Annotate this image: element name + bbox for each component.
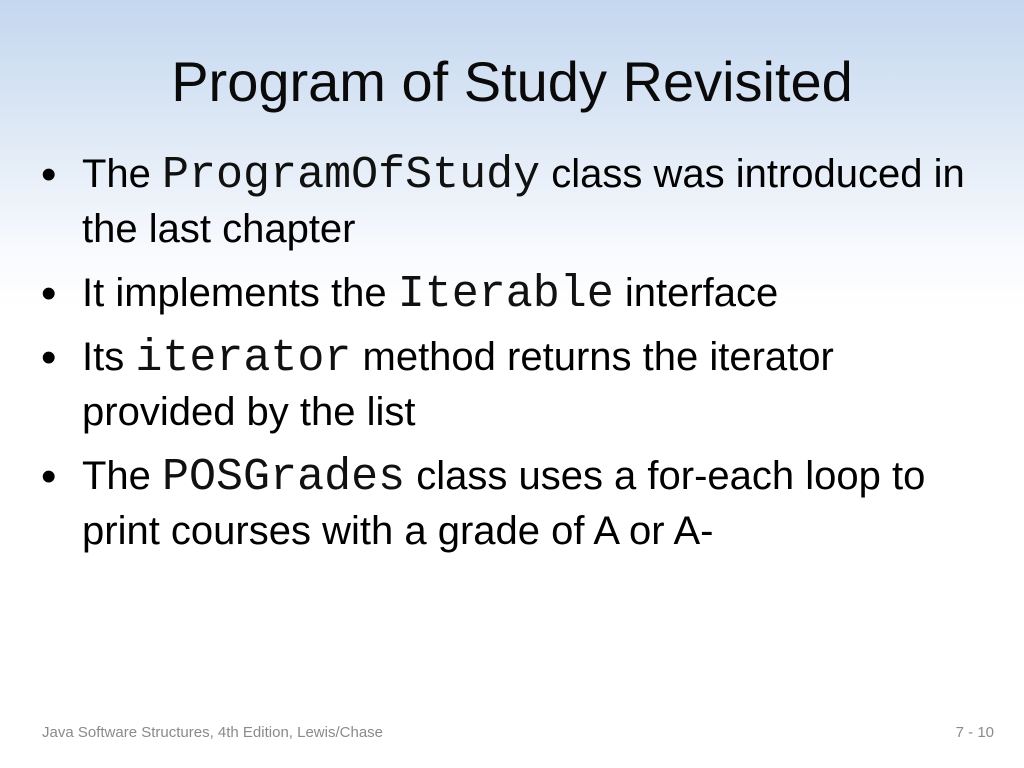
code-term: Iterable [397,269,614,320]
bullet-marker: • [41,150,57,199]
bullet-item [0,330,1000,440]
code-term: POSGrades [162,452,406,503]
bullet-line [82,330,1000,385]
code-term: ProgramOfStudy [162,150,541,201]
bullet-marker: • [41,333,57,382]
bullet-line [82,385,1000,440]
bullet-text: class was introduced in [540,152,965,196]
bullet-line [82,266,1000,321]
bullet-text: Its [82,335,136,379]
bullet-line [82,202,1000,257]
slide-title: Program of Study Revisited [171,50,853,113]
bullet-list [0,147,1000,568]
bullet-marker: • [41,452,57,501]
bullet-text: The [82,454,163,498]
bullet-text: The [82,152,163,196]
bullet-text: class uses a for-each loop to [405,454,926,498]
bullet-text: method returns the iterator [351,335,834,379]
bullet-item [0,449,1000,559]
bullet-item [0,266,1000,321]
bullet-text: provided by the list [82,390,416,434]
bullet-text: It implements the [82,271,398,315]
page-number: 7 - 10 [955,724,994,741]
code-term: iterator [135,333,352,384]
bullet-text: interface [613,271,779,315]
bullet-line [82,504,1000,559]
bullet-line [82,449,1000,504]
bullet-text: the last chapter [82,207,356,251]
bullet-text: print courses with a grade of A or A- [82,509,714,553]
bullet-line [82,147,1000,202]
bullet-marker: • [41,269,57,318]
bullet-item [0,147,1000,257]
footer-source: Java Software Structures, 4th Edition, Lewis/Chase [42,724,384,741]
